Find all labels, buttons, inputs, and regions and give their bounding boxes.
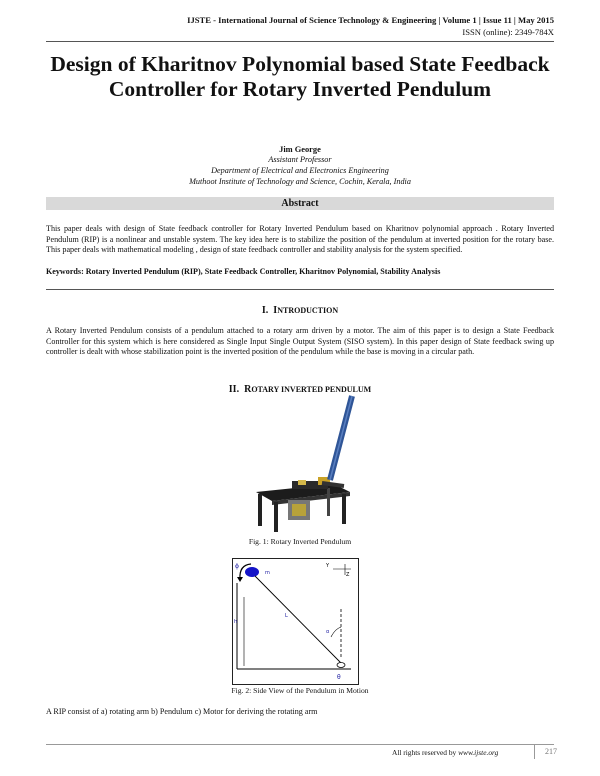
rip-components-text: A RIP consist of a) rotating arm b) Pendulum c) Motor for deriving the rotating arm: [46, 707, 318, 716]
axis-z-label: Z: [346, 572, 350, 578]
abstract-heading: Abstract: [46, 197, 554, 210]
length-label: L: [285, 613, 288, 619]
section-number: I.: [261, 305, 269, 316]
author-name: Jim George: [279, 145, 321, 154]
figure-2-caption: Fig. 2: Side View of the Pendulum in Motion: [231, 686, 369, 695]
footer-rights-text: All rights reserved by: [392, 748, 459, 757]
footer-rights: [392, 748, 498, 757]
issn-line: ISSN (online): 2349-784X: [462, 27, 554, 37]
header-rule: [46, 41, 554, 42]
pendulum-mass: [245, 567, 259, 577]
section-first-letter: I: [273, 305, 278, 316]
introduction-paragraph: A Rotary Inverted Pendulum consists of a pendulum attached to a rotary arm driven by a motor. The aim of this paper is to design a State Feedback Controller for this system which is here considered as Single Input Single Output System (SISO system). In this paper design of State feedback swing up controller is dealt with whose stabilization point is the inverted position of the pendulum while the base is moving in a circular path.: [46, 326, 554, 357]
journal-header: IJSTE - International Journal of Science Technology & Engineering | Volume 1 | Issue 11 | May 2015: [187, 15, 554, 25]
paper-title: Design of Kharitnov Polynomial based State Feedback Controller for Rotary Inverted Pendulum: [50, 52, 550, 101]
pivot: [337, 663, 345, 668]
angle-label: α: [326, 629, 330, 635]
section-first-letter: R: [244, 384, 252, 395]
author-department: Department of Electrical and Electronics Engineering: [211, 166, 389, 175]
axis-y-label: Y: [326, 563, 330, 569]
figure-1-caption: Fig. 1: Rotary Inverted Pendulum: [248, 537, 352, 546]
footer-rule: [46, 744, 554, 745]
section-title-rest: OTARY INVERTED PENDULUM: [251, 385, 372, 394]
rotary-pendulum-photo: [222, 388, 372, 535]
author-position: Assistant Professor: [268, 155, 332, 164]
section-title-rest: NTRODUCTION: [277, 306, 339, 315]
footer-site-link[interactable]: www.ijste.org: [458, 748, 499, 757]
abstract-text: This paper deals with design of State feedback controller for Rotary Inverted Pendulum based on Kharitnov polynomial approach . Rotary Inverted Pendulum (RIP) is a nonlinear and unstable system. The key idea here is to stabilize the position of the pendulum at inverted position for the rotary base. This paper deals with mathematical modeling , design of state feedback controller and stability analysis for the system specified.: [46, 224, 554, 255]
phi-label: ϕ: [235, 563, 239, 570]
keywords-line: Keywords: Rotary Inverted Pendulum (RIP), State Feedback Controller, Kharitnov Polynomial, Stability Analysis: [46, 267, 441, 276]
author-institute: Muthoot Institute of Technology and Science, Cochin, Kerala, India: [189, 177, 411, 186]
height-label: h: [234, 619, 238, 625]
section-number: II.: [228, 384, 240, 395]
page-number: 217: [534, 745, 567, 759]
section-heading-introduction: [0, 305, 600, 316]
mass-label: m: [265, 570, 270, 576]
pendulum-side-view-diagram: [232, 558, 359, 685]
theta-label: θ: [337, 674, 341, 681]
abstract-rule: [46, 289, 554, 290]
